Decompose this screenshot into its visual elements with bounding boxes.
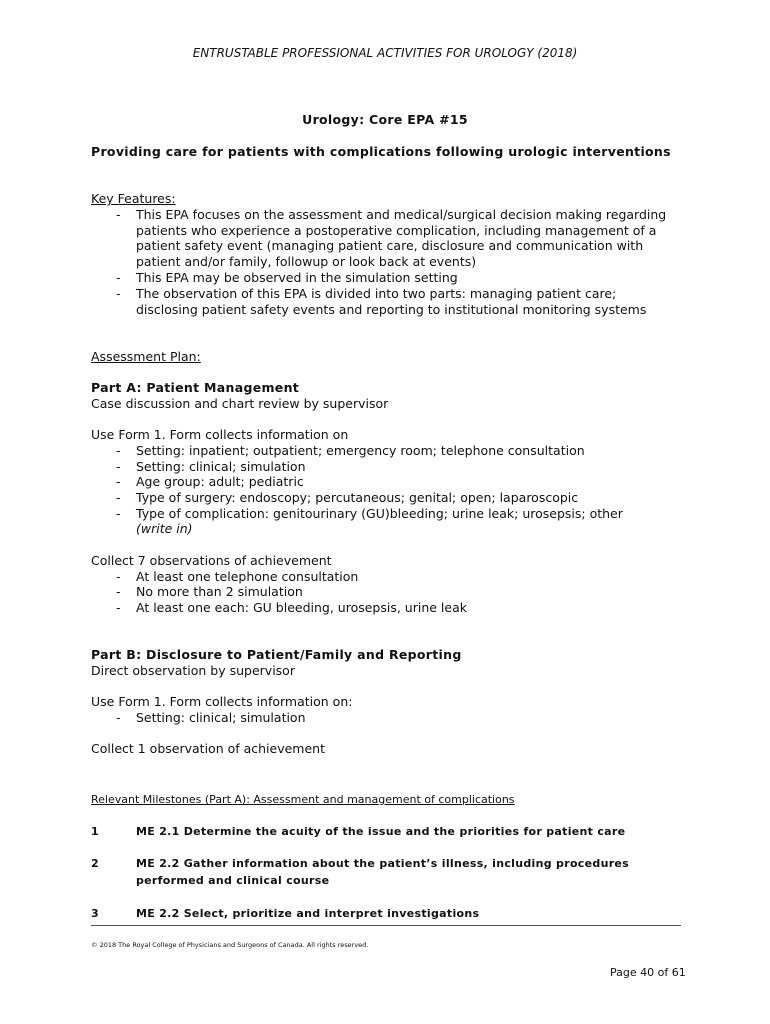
- milestone-text: performed and clinical course: [136, 874, 330, 887]
- bullet-dash: -: [116, 270, 121, 285]
- milestone-number: 3: [91, 907, 99, 920]
- list-item-line: patient safety event (managing patient care, disclosure and communication with: [136, 238, 644, 253]
- list-item-line: patients who experience a postoperative complication, including management of a: [136, 223, 657, 238]
- bullet-dash: -: [116, 474, 121, 489]
- milestone-number: 2: [91, 857, 99, 870]
- list-item: Setting: clinical; simulation: [136, 459, 306, 474]
- bullet-dash: -: [116, 490, 121, 505]
- part-a-form-intro: Use Form 1. Form collects information on: [91, 427, 349, 442]
- list-item-continuation: (write in): [136, 521, 193, 536]
- part-b-title: Part B: Disclosure to Patient/Family and Reporting: [91, 647, 462, 662]
- bullet-dash: -: [116, 569, 121, 584]
- list-item: Type of complication: genitourinary (GU)bleeding; urine leak; urosepsis; other: [136, 506, 623, 521]
- bullet-dash: -: [116, 584, 121, 599]
- list-item: At least one telephone consultation: [136, 569, 359, 584]
- bullet-dash: -: [116, 710, 121, 725]
- key-features-heading: Key Features:: [91, 191, 176, 206]
- bullet-dash: -: [116, 600, 121, 615]
- milestone-number: 1: [91, 825, 99, 838]
- copyright-notice: © 2018 The Royal College of Physicians and Surgeons of Canada. All rights reserved.: [91, 941, 369, 949]
- list-item-line: disclosing patient safety events and reporting to institutional monitoring systems: [136, 302, 647, 317]
- milestone-text: ME 2.1 Determine the acuity of the issue and the priorities for patient care: [136, 825, 626, 838]
- list-item-line: This EPA may be observed in the simulation setting: [136, 270, 458, 285]
- bullet-dash: -: [116, 459, 121, 474]
- part-a-collect: Collect 7 observations of achievement: [91, 553, 332, 568]
- part-b-collect: Collect 1 observation of achievement: [91, 741, 326, 756]
- list-item: No more than 2 simulation: [136, 584, 303, 599]
- footer-divider: [91, 925, 681, 926]
- part-b-method: Direct observation by supervisor: [91, 663, 295, 678]
- bullet-dash: -: [116, 207, 121, 222]
- assessment-plan-heading: Assessment Plan:: [91, 349, 201, 364]
- list-item: Setting: inpatient; outpatient; emergency room; telephone consultation: [136, 443, 585, 458]
- list-item: Age group: adult; pediatric: [136, 474, 304, 489]
- epa-title: Urology: Core EPA #15: [302, 112, 468, 127]
- milestones-heading: Relevant Milestones (Part A): Assessment and management of complications: [91, 793, 515, 806]
- bullet-dash: -: [116, 286, 121, 301]
- epa-subtitle: Providing care for patients with complications following urologic interventions: [91, 144, 671, 159]
- list-item: At least one each: GU bleeding, urosepsis, urine leak: [136, 600, 467, 615]
- part-b-form-intro: Use Form 1. Form collects information on:: [91, 694, 353, 709]
- list-item-line: patient and/or family, followup or look back at events): [136, 254, 477, 269]
- bullet-dash: -: [116, 443, 121, 458]
- page-number: Page 40 of 61: [610, 966, 686, 979]
- part-a-method: Case discussion and chart review by supervisor: [91, 396, 389, 411]
- bullet-dash: -: [116, 506, 121, 521]
- list-item-line: The observation of this EPA is divided into two parts: managing patient care;: [136, 286, 617, 301]
- milestone-text: ME 2.2 Select, prioritize and interpret investigations: [136, 907, 480, 920]
- part-a-title: Part A: Patient Management: [91, 380, 300, 395]
- list-item: Type of surgery: endoscopy; percutaneous; genital; open; laparoscopic: [136, 490, 579, 505]
- list-item-line: This EPA focuses on the assessment and medical/surgical decision making regarding: [136, 207, 667, 222]
- document-header: ENTRUSTABLE PROFESSIONAL ACTIVITIES FOR UROLOGY (2018): [192, 46, 578, 60]
- milestone-text: ME 2.2 Gather information about the patient’s illness, including procedures: [136, 857, 630, 870]
- list-item: Setting: clinical; simulation: [136, 710, 306, 725]
